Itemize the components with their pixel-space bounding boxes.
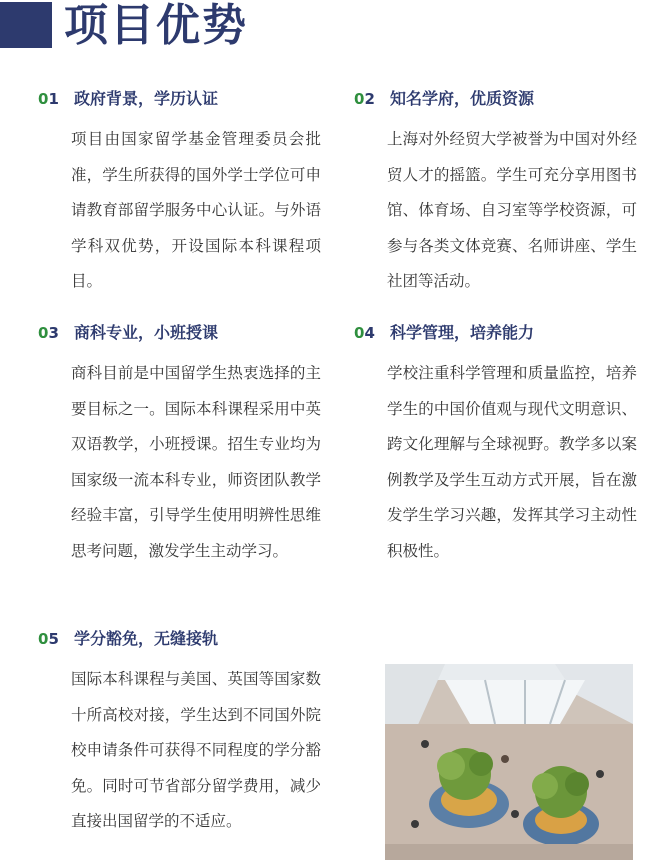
section-heading <box>38 626 308 652</box>
title-accent-block <box>0 2 52 48</box>
number-rest: 4 <box>364 324 375 342</box>
campus-atrium-photo <box>385 664 633 860</box>
section-01 <box>38 86 321 300</box>
number-check-mark: 0 <box>354 324 365 342</box>
section-body: 商科目前是中国留学生热衷选择的主要目标之一。国际本科课程采用中英双语教学，小班授课。招生专业均为国家级一流本科专业，师资团队教学经验丰富，引导学生使用明辨性思维思考问题，激发学生主动学习。 <box>71 364 321 560</box>
section-03 <box>38 320 321 570</box>
number-rest: 3 <box>48 324 59 342</box>
section-heading <box>38 320 308 346</box>
number-check-mark: 0 <box>38 630 49 648</box>
section-body: 国际本科课程与美国、英国等国家数十所高校对接，学生达到不同国外院校申请条件可获得不同程度的学分豁免。同时可节省部分留学费用，减少直接出国留学的不适应。 <box>71 670 321 831</box>
number-rest: 1 <box>48 90 59 108</box>
section-number <box>354 324 390 342</box>
section-number <box>38 90 74 108</box>
section-body: 上海对外经贸大学被誉为中国对外经贸人才的摇篮。学生可充分享用图书馆、体育场、自习室等学校资源，可参与各类文体竞赛、名师讲座、学生社团等活动。 <box>387 130 637 291</box>
number-check-mark: 0 <box>38 90 49 108</box>
section-04 <box>354 320 637 570</box>
section-body: 学校注重科学管理和质量监控，培养学生的中国价值观与现代文明意识、跨文化理解与全球视野。教学多以案例教学及学生互动方式开展，旨在激发学生学习兴趣，发挥其学习主动性积极性。 <box>387 364 637 560</box>
section-title: 科学管理，培养能力 <box>390 323 535 342</box>
section-number <box>38 324 74 342</box>
number-check-mark: 0 <box>38 324 49 342</box>
section-05 <box>38 626 321 840</box>
section-02 <box>354 86 637 300</box>
section-heading <box>38 86 308 112</box>
page-title: 项目优势 <box>64 0 248 51</box>
section-title: 政府背景，学历认证 <box>74 89 219 108</box>
section-title: 商科专业，小班授课 <box>74 323 219 342</box>
section-title: 学分豁免，无缝接轨 <box>74 629 219 648</box>
campus-atrium-illustration <box>385 664 633 860</box>
number-rest: 5 <box>48 630 59 648</box>
number-rest: 2 <box>364 90 375 108</box>
section-number <box>38 630 74 648</box>
number-check-mark: 0 <box>354 90 365 108</box>
section-title: 知名学府，优质资源 <box>390 89 535 108</box>
section-body: 项目由国家留学基金管理委员会批准，学生所获得的国外学士学位可申请教育部留学服务中心认证。与外语学科双优势，开设国际本科课程项目。 <box>71 130 321 291</box>
section-number <box>354 90 390 108</box>
section-heading <box>354 86 624 112</box>
section-heading <box>354 320 624 346</box>
